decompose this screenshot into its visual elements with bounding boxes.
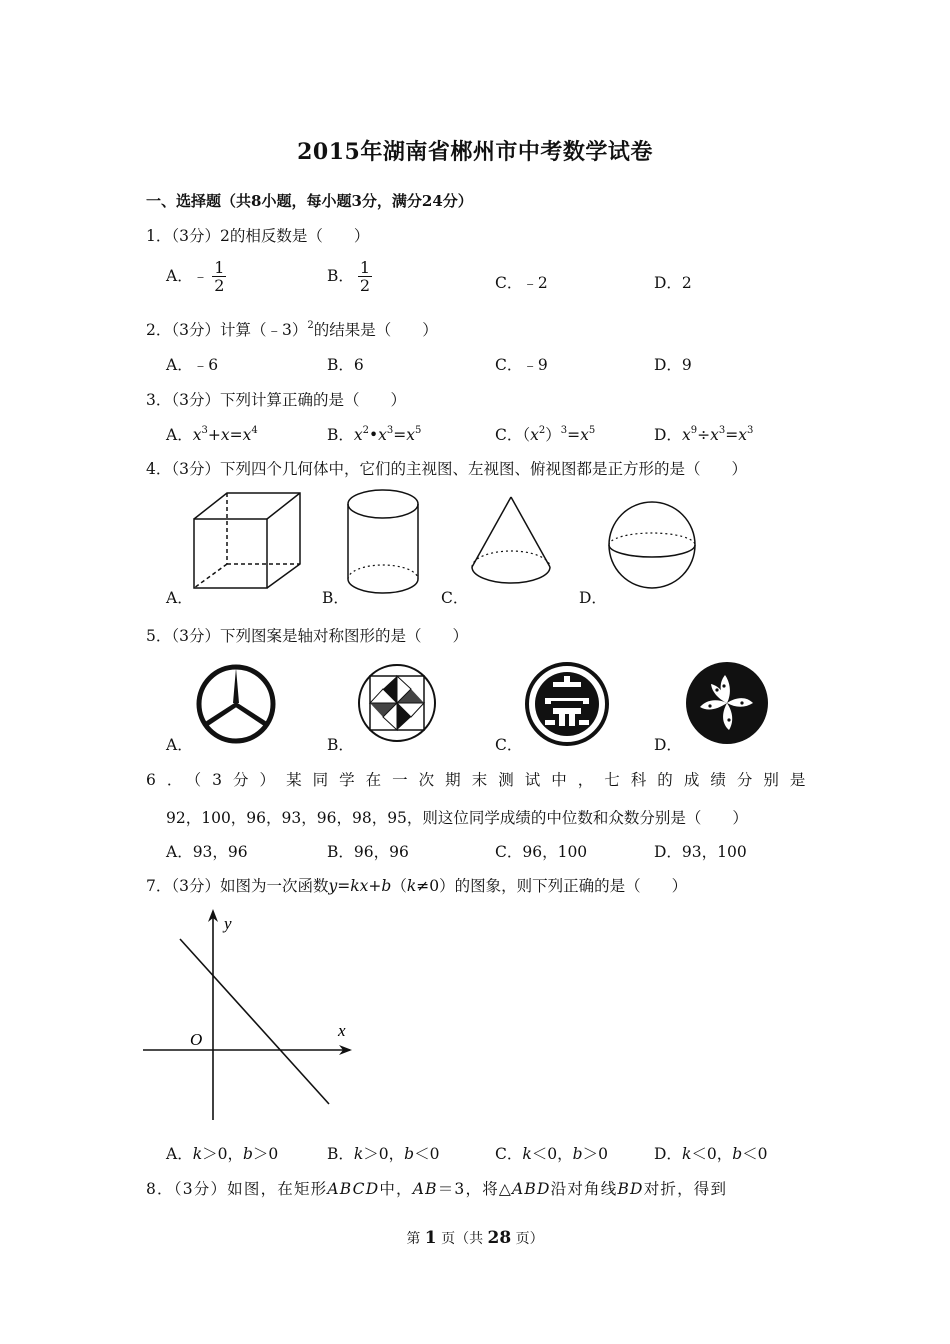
- exponent: 5: [588, 425, 596, 436]
- q1-option-a[interactable]: [166, 260, 226, 294]
- q5-option-d[interactable]: D．: [654, 736, 682, 754]
- x-axis-label: x: [338, 1021, 346, 1040]
- cone-icon: [466, 494, 558, 594]
- page-footer: [0, 1228, 950, 1248]
- relation: ＞0: [252, 1145, 279, 1163]
- q2-stem-tail: 的结果是（ ）: [313, 321, 438, 339]
- q7-stem-text: 7．（3分）如图为一次函数: [146, 877, 329, 895]
- q8-text: 对折，得到: [643, 1180, 728, 1198]
- exponent: 3: [386, 425, 394, 436]
- option-label: B．: [327, 1145, 354, 1163]
- q2-stem-text: 2．（3分）计算（﹣3）: [146, 321, 308, 339]
- section-heading: 一、选择题（共8小题，每小题3分，满分24分）: [146, 192, 473, 210]
- op-eq: =: [567, 426, 581, 444]
- q4-option-c[interactable]: C．: [441, 589, 469, 607]
- var-x: x: [580, 426, 589, 444]
- q6-option-a[interactable]: A．93，96: [166, 843, 248, 861]
- q8-text: 8．（3分）如图，在矩形: [146, 1180, 328, 1198]
- var-x: x: [406, 426, 416, 444]
- numerator: 1: [359, 258, 371, 277]
- op-eq: =: [393, 426, 407, 444]
- q5-option-b[interactable]: B．: [327, 736, 354, 754]
- var-ab: AB: [412, 1180, 438, 1198]
- q3-option-d[interactable]: [654, 423, 753, 445]
- q8-text: ＝3，将△: [437, 1180, 513, 1198]
- q1-stem: 1．（3分）2的相反数是（ ）: [146, 227, 370, 245]
- var-bd: BD: [617, 1180, 644, 1198]
- var-b: b: [242, 1145, 253, 1163]
- option-label: D．: [654, 1145, 682, 1163]
- y-axis-label: y: [224, 914, 232, 933]
- footer-text: 页）: [515, 1231, 544, 1247]
- q8-text: 沿对角线: [550, 1180, 618, 1198]
- condition: ≠0）: [416, 877, 455, 895]
- var-x: x: [353, 426, 363, 444]
- sphere-icon: [605, 500, 700, 595]
- q3-stem: 3．（3分）下列计算正确的是（ ）: [146, 391, 406, 409]
- exponent: 2: [538, 425, 546, 436]
- q2-stem: [146, 318, 438, 340]
- footer-text: 第: [406, 1231, 421, 1247]
- page-title: 2015年湖南省郴州市中考数学试卷: [297, 139, 653, 165]
- option-label: B．: [327, 426, 354, 444]
- q5-stem: 5．（3分）下列图案是轴对称图形的是（ ）: [146, 627, 468, 645]
- exponent: 4: [251, 425, 258, 436]
- bauhinia-icon: [684, 660, 770, 746]
- relation: ＜0: [742, 1145, 768, 1163]
- q6-option-b[interactable]: B．96，96: [327, 843, 409, 861]
- relation: ＜0: [414, 1145, 440, 1163]
- option-label: C．: [495, 1145, 523, 1163]
- exponent: 5: [415, 425, 422, 436]
- var-b: b: [381, 877, 392, 895]
- denominator: 2: [359, 276, 371, 295]
- numerator: 1: [214, 258, 225, 277]
- page-number: 1: [424, 1228, 437, 1248]
- relation: ＞0: [582, 1145, 608, 1163]
- var-k: k: [681, 1145, 692, 1163]
- var-k: k: [192, 1145, 203, 1163]
- var-x: x: [242, 426, 252, 444]
- fraction: [212, 260, 226, 294]
- q2-option-d[interactable]: D．9: [654, 356, 692, 374]
- q2-option-c[interactable]: C．﹣9: [495, 356, 548, 374]
- paren: ）: [545, 426, 561, 444]
- op-eq: =: [725, 426, 739, 444]
- var-x: x: [192, 426, 202, 444]
- var-x: x: [681, 426, 691, 444]
- option-label: A．: [166, 426, 193, 444]
- var-x: x: [220, 426, 230, 444]
- var-k: k: [522, 1145, 532, 1163]
- op-div: ÷: [697, 426, 711, 444]
- q5-option-a[interactable]: A．: [166, 736, 193, 754]
- exponent: 2: [362, 425, 370, 436]
- three-pointed-star-icon: [194, 662, 278, 746]
- option-label: A．: [166, 1145, 193, 1163]
- op-plus: +: [207, 426, 221, 444]
- minus-sign: ﹣: [192, 267, 209, 285]
- var-kx: kx: [350, 877, 369, 895]
- q6-stem-line2: 92，100，96，93，96，98，95，则这位同学成绩的中位数和众数分别是（ ）: [166, 809, 748, 827]
- option-label: B．: [327, 267, 354, 285]
- var-x: x: [378, 426, 387, 444]
- var-abcd: ABCD: [327, 1180, 380, 1198]
- exponent: 2: [307, 320, 314, 331]
- var-x: x: [738, 426, 747, 444]
- q1-option-b[interactable]: [327, 260, 372, 294]
- var-b: b: [732, 1145, 743, 1163]
- op-eq: =: [337, 877, 351, 895]
- q8-text: 中，: [379, 1180, 413, 1198]
- total-pages: 28: [487, 1228, 512, 1248]
- var-abd: ABD: [512, 1180, 551, 1198]
- q3-option-a[interactable]: [166, 423, 258, 445]
- op-eq: =: [229, 426, 243, 444]
- q7-option-d[interactable]: [654, 1142, 768, 1164]
- q2-option-b[interactable]: B．6: [327, 356, 364, 374]
- q8-stem: [146, 1177, 727, 1199]
- q4-option-d[interactable]: D．: [579, 589, 607, 607]
- exponent: 3: [718, 425, 726, 436]
- var-k: k: [353, 1145, 364, 1163]
- linear-function-graph: [140, 905, 360, 1125]
- var-b: b: [404, 1145, 415, 1163]
- option-label: C．: [495, 426, 523, 444]
- function-line: [180, 939, 329, 1104]
- relation: ＞0，: [202, 1145, 243, 1163]
- footer-text: 页（共: [441, 1231, 484, 1247]
- q7-option-c[interactable]: [495, 1142, 608, 1164]
- cylinder-icon: [345, 487, 423, 597]
- option-label: A．: [166, 267, 193, 285]
- q3-option-b[interactable]: [327, 423, 421, 445]
- q3-option-c[interactable]: [495, 423, 595, 445]
- op-dot: •: [369, 426, 379, 444]
- cube-icon: [190, 490, 305, 590]
- denominator: 2: [214, 276, 225, 295]
- var-x: x: [710, 426, 719, 444]
- relation: ＞0，: [363, 1145, 405, 1163]
- exponent: 3: [560, 425, 568, 436]
- pinwheel-icon: [356, 662, 438, 744]
- exponent: 3: [746, 425, 754, 436]
- origin-label: O: [190, 1030, 203, 1049]
- q6-option-d[interactable]: D．93，100: [654, 843, 747, 861]
- op-plus: +: [368, 877, 382, 895]
- q1-option-c[interactable]: C．﹣2: [495, 274, 548, 292]
- q6-option-c[interactable]: C．96，100: [495, 843, 588, 861]
- exponent: 3: [201, 425, 208, 436]
- var-x: x: [530, 426, 539, 444]
- paren: （: [391, 877, 407, 895]
- q7-option-b[interactable]: [327, 1142, 439, 1164]
- q2-option-a[interactable]: A．﹣6: [166, 356, 219, 374]
- paren: （: [522, 426, 531, 444]
- q7-option-a[interactable]: [166, 1142, 278, 1164]
- coin-emblem-icon: [523, 660, 611, 748]
- option-label: D．: [654, 426, 682, 444]
- exponent: 9: [690, 425, 698, 436]
- var-k: k: [406, 877, 417, 895]
- q4-option-b[interactable]: B．: [322, 589, 349, 607]
- q7-stem: [146, 874, 687, 896]
- q1-option-d[interactable]: D．2: [654, 274, 692, 292]
- q6-stem-line1: 6．（3分）某同学在一次期末测试中，七科的成绩分别是: [146, 771, 806, 789]
- q7-stem-tail: 的图象，则下列正确的是（ ）: [454, 877, 688, 895]
- var-y: y: [328, 877, 338, 895]
- q4-option-a[interactable]: A．: [166, 589, 193, 607]
- relation: ＜0，: [531, 1145, 573, 1163]
- var-b: b: [572, 1145, 583, 1163]
- relation: ＜0，: [691, 1145, 733, 1163]
- q4-stem: 4．（3分）下列四个几何体中，它们的主视图、左视图、俯视图都是正方形的是（ ）: [146, 460, 747, 478]
- q5-option-c[interactable]: C．: [495, 736, 523, 754]
- fraction: [358, 260, 372, 294]
